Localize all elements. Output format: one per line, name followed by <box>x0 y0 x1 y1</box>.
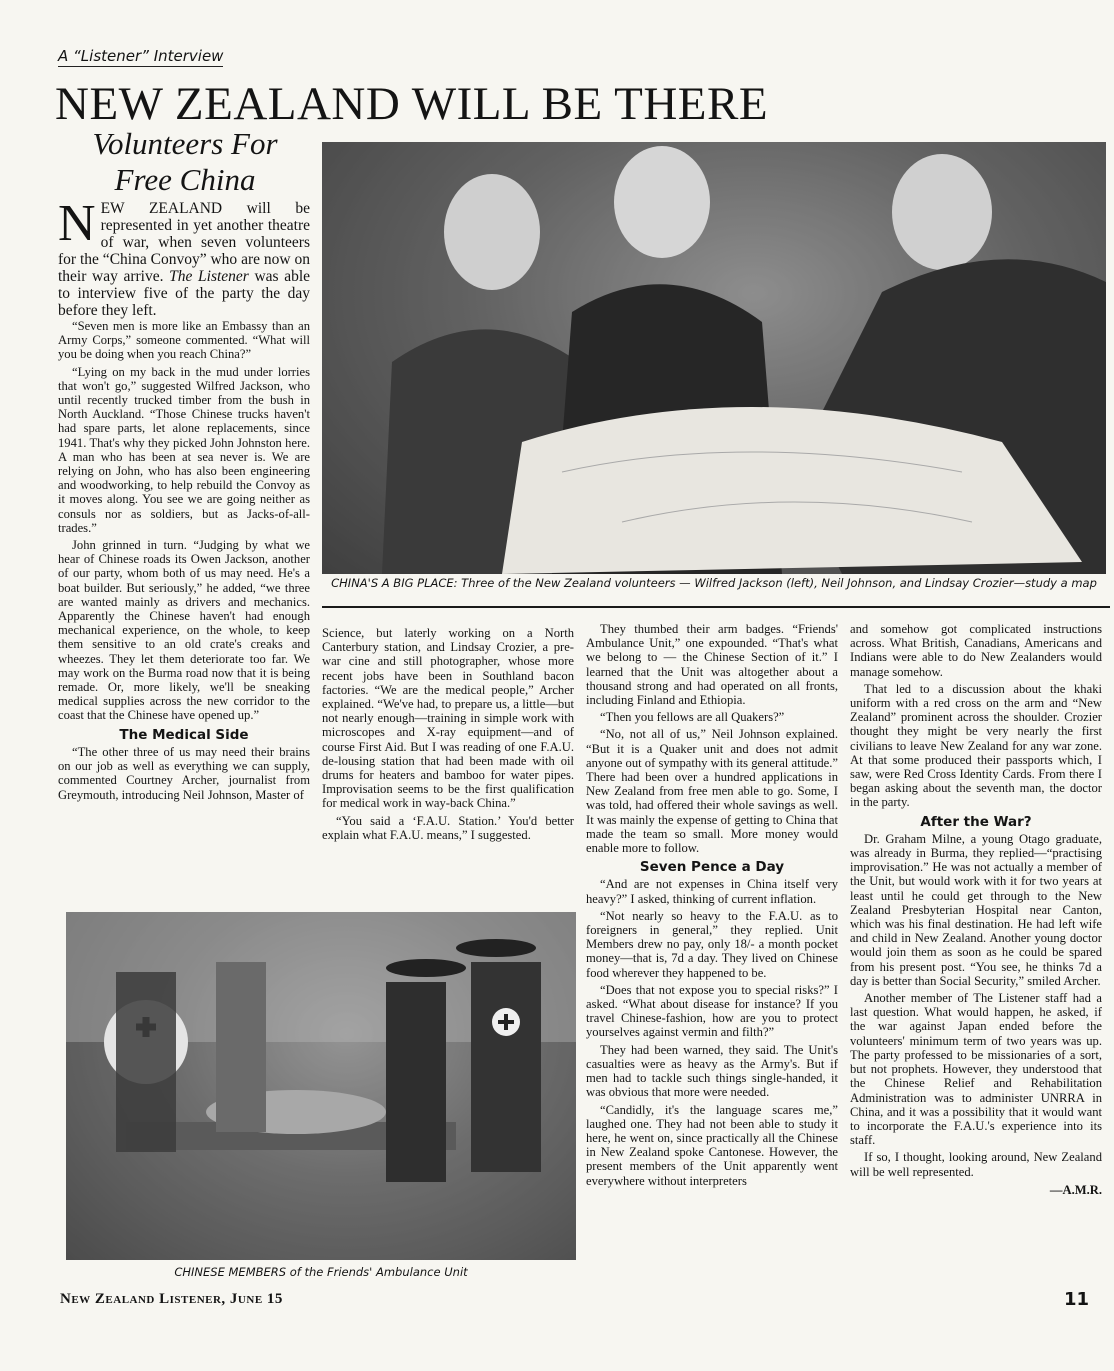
footer-publication: New Zealand Listener, June 15 <box>60 1291 283 1307</box>
paragraph: “And are not expenses in China itself very heavy?” I asked, thinking of current inflation. <box>586 877 838 906</box>
section-kicker: A “Listener” Interview <box>58 47 224 65</box>
paragraph: “Not nearly so heavy to the F.A.U. as to foreigners in general,” they replied. Unit Members drew no pay, only 18/- a month pocket money—that is, 7d a day. They lived on Chinese food wherever they happened to be. <box>586 908 838 980</box>
lead-paragraph <box>58 195 311 319</box>
paragraph: “Does that not expose you to special risks?” I asked. “What about disease for instance? If you travel Chinese-fashion, how are you to protect yourselves against vermin and filth?” <box>586 982 838 1040</box>
lead-italic: The Listener <box>169 268 249 285</box>
paragraph: They had been warned, they said. The Unit's casualties were as heavy as the Army's. But if men had to tackle such things single-handed, it was obvious that more were needed. <box>586 1042 838 1100</box>
subheading-sevenpence: Seven Pence a Day <box>639 859 785 876</box>
drop-cap: N <box>58 195 96 252</box>
deck-line-1: Volunteers For <box>92 126 278 161</box>
page-number: 11 <box>1064 1289 1090 1310</box>
top-photo <box>322 142 1106 574</box>
column-2 <box>322 626 574 842</box>
paragraph: If so, I thought, looking around, New Zealand will be well represented. <box>850 1150 1102 1179</box>
paragraph: Dr. Graham Milne, a young Otago graduate, was already in Burma, they replied—“practising improvisation.” He was not actually a member of the Unit, but would work with it for two years at least until he could get through to the New Zealand Presbyterian Hospital near Canton, which was his final destination. He had left wife and child in New Zealand. Another young doctor would join them as soon as he could be spared from his present post. “You see, he thinks 7d a day is better than Social Security,” smiled Archer. <box>850 831 1102 988</box>
paragraph: “Seven men is more like an Embassy than an Army Corps,” someone commented. “What will you be doing when you reach China?” <box>58 319 310 362</box>
lead-text: EW ZEALAND will be represented in yet another theatre of war, when seven volunteers for the “China Convoy” who are now on their way arrive. <box>58 200 310 285</box>
column-3 <box>586 622 838 1188</box>
column-1 <box>58 195 311 802</box>
deck <box>60 126 310 198</box>
deck-line-2: Free China <box>114 162 256 197</box>
lead-tail: was able to interview five of the party the day before they left. <box>58 268 311 319</box>
paragraph: “Then you fellows are all Quakers?” <box>600 710 785 725</box>
headline: NEW ZEALAND WILL BE THERE <box>55 78 769 130</box>
paragraph: “The other three of us may need their brains on our job as well as everything we can supply, commented Courtney Archer, journalist from Greymouth, introducing Neil Johnson, Master of <box>58 744 310 802</box>
paragraph: “No, not all of us,” Neil Johnson explained. “But it is a Quaker unit and does not admit anyone out of sympathy with its general attitude.” There had been over a hundred applications in New Zealand from free men able to go. Some, I was told, had offered their whole savings as well. It was mainly the expense of getting to China that made the team so small. More money would enable more to follow. <box>586 727 838 856</box>
paragraph: “Candidly, it's the language scares me,” laughed one. They had not been able to study it here, he went on, since practically all the Chinese in New Zealand spoke Cantonese. However, the present members of the Unit apparently went everywhere without interpreters <box>586 1102 838 1188</box>
paragraph: and somehow got complicated instructions across. What British, Canadians, Americans and Indians were able to do New Zealanders would manage somehow. <box>850 622 1102 679</box>
column-4 <box>850 622 1102 1197</box>
paragraph: John grinned in turn. “Judging by what we hear of Chinese roads its Owen Jackson, another of our party, whom both of us may need. He's a boat builder. But seriously,” he added, “we three are wanted mainly as drivers and mechanics. Apparently the Chinese haven't had enough mechanical experience, on the whole, to keep them sensitive to an old crate's creaks and wheezes. They let them deteriorate too far. We may work on the Burma road now that it is being remade. Or, more likely, we'll be sneaking medical supplies across the new corridor to the coast that the Chinese have opened up.” <box>58 538 310 723</box>
paragraph: That led to a discussion about the khaki uniform with a red cross on the arm and “New Zealand” prominent across the shoulder. Crozier thought they might be very nearly the first civilians to leave New Zealand for any war zone. At that some produced their passports which, I saw, were Red Cross Identity Cards. From there I began asking about the seventh man, the doctor in the party. <box>850 681 1102 810</box>
top-photo-figures <box>322 142 1106 574</box>
subheading-afterwar: After the War? <box>920 813 1032 830</box>
top-photo-caption: CHINA'S A BIG PLACE: Three of the New Zealand volunteers — Wilfred Jackson (left), Neil Johnson, and Lindsay Crozier—study a map <box>331 576 1097 590</box>
paragraph: Another member of The Listener staff had a last question. What would happen, he asked, if the war against Japan ended before the volunteers' minimum term of two years was up. The party professed to be missionaries of a sort, but not prophets. However, they understood that the Chinese Relief and Rehabilitation Administration was to administer UNRRA in China, and it was a possibility that it would want to incorporate the F.A.U.'s experience into its staff. <box>850 991 1102 1148</box>
bottom-photo <box>66 912 576 1260</box>
paragraph: “You said a ‘F.A.U. Station.’ You'd better explain what F.A.U. means,” I suggested. <box>322 813 574 842</box>
bottom-photo-figures <box>66 912 576 1260</box>
caption-rule <box>322 606 1110 608</box>
paragraph: “Lying on my back in the mud under lorries that won't go,” suggested Wilfred Jackson, who until recently trucked timber from the bush in North Auckland. “Those Chinese trucks haven't had spare parts, let alone replacements, since 1941. That's why they picked John Johnston here. A man who has been at sea never is. We are relying on John, who has also been engineering and woodworking, to help rebuild the Convoy as it moves along. You see we are going neither as consuls nor as soldiers, but as Jacks-of-all-trades.” <box>58 364 310 535</box>
signoff: —A.M.R. <box>1049 1182 1102 1197</box>
subheading-medical: The Medical Side <box>119 726 249 743</box>
paragraph: Science, but laterly working on a North Canterbury station, and Lindsay Crozier, a pre-war cine and still photographer, whose more recent jobs have been in Southland bacon factories. “We are the medical people,” Archer explained. “We've had, to prepare us, a little—but not nearly enough—training in simple work with microscopes and X-ray equipment—and of course First Aid. But I was reading of one F.A.U. de-lousing station that had been made with oil drums for heaters and bamboo for water pipes. Improvisation seems to be the first qualification for medical work in way-back China.” <box>322 626 574 811</box>
paragraph: They thumbed their arm badges. “Friends' Ambulance Unit,” one expounded. “That's what we belong to — the Chinese Section of it.” I learned that the Unit was altogether about a thousand strong and had operated on all fronts, including Finland and Ethiopia. <box>586 622 838 708</box>
bottom-photo-caption: CHINESE MEMBERS of the Friends' Ambulance Unit <box>174 1265 468 1279</box>
